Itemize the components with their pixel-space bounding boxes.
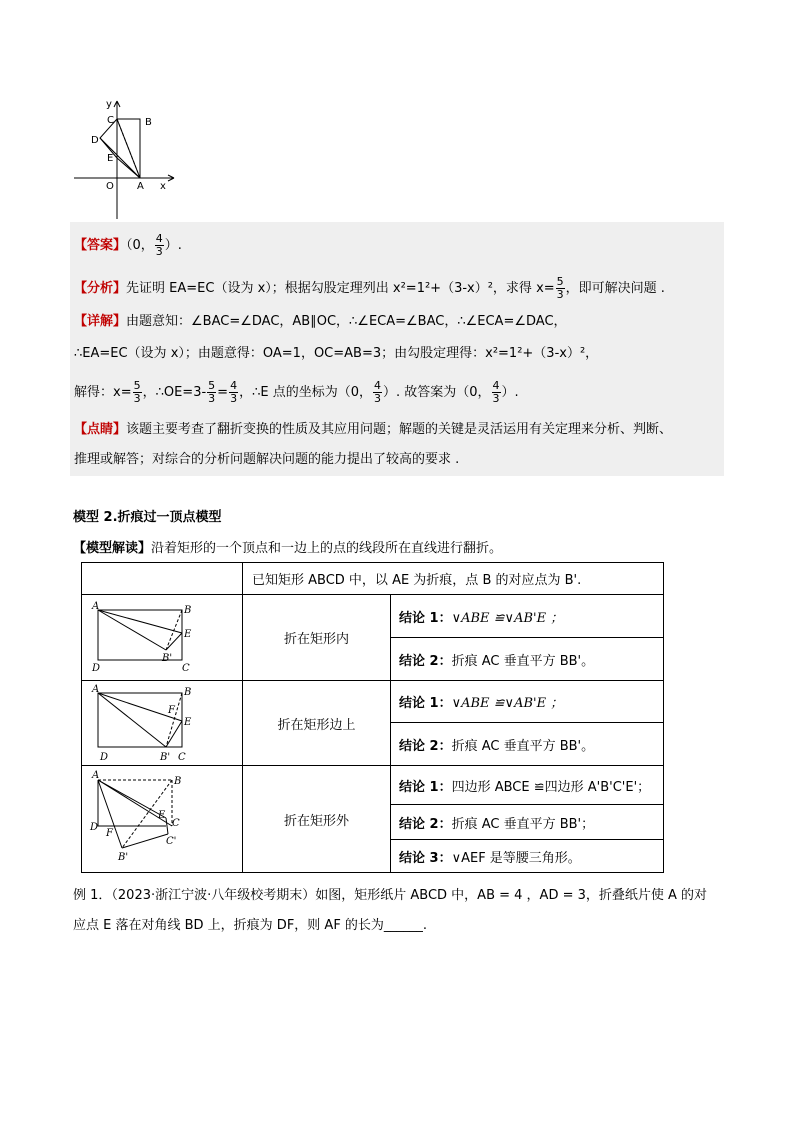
point-e-label: E <box>107 153 114 164</box>
row2-conclusion-1: 结论 1： ∨ABE ≌∨AB'E ； <box>399 696 564 711</box>
svg-text:A: A <box>92 601 100 612</box>
detail-line-3 <box>74 380 519 405</box>
row3-figure-cell <box>82 766 242 872</box>
svg-text:D: D <box>90 822 99 833</box>
svg-text:C: C <box>182 663 190 674</box>
analysis-line <box>74 276 665 301</box>
answer-pre: （0， <box>126 238 154 253</box>
fraction-3: $\frac{4}{3}$ <box>230 379 238 405</box>
row2-conclusion-2: 结论 2： 折痕 AC 垂直平方 BB'。 <box>399 738 595 754</box>
intro-text: 沿着矩形的一个顶点和一边上的点的线段所在直线进行翻折。 <box>151 541 503 556</box>
row3-conclusion-1: 结论 1： 四边形 ABCE ≌四边形 A'B'C'E'； <box>399 779 651 795</box>
svg-text:F: F <box>106 828 113 839</box>
detail-tag: 【详解】 <box>74 314 127 329</box>
analysis-tag: 【分析】 <box>74 281 127 296</box>
fraction-1: $\frac{5}{3}$ <box>133 379 141 405</box>
point-o-label: O <box>106 181 114 192</box>
answer-fraction: $\frac{4}{3}$ <box>155 232 163 258</box>
review-text-2: 推理或解答；对综合的分析问题解决问题的能力提出了较高的要求 . <box>74 452 460 467</box>
answer-line <box>74 233 182 258</box>
svg-text:B: B <box>174 776 182 787</box>
analysis-post: ，即可解决问题 . <box>565 281 665 296</box>
svg-text:B': B' <box>160 752 171 763</box>
review-tag: 【点睛】 <box>74 422 127 437</box>
fraction-5: $\frac{4}{3}$ <box>492 379 500 405</box>
intro-tag: 【模型解读】 <box>73 541 152 556</box>
svg-text:C': C' <box>166 836 177 847</box>
review-text-1: 该题主要考查了翻折变换的性质及其应用问题；解题的关键是灵活运用有关定理来分析、判断、 <box>126 422 673 437</box>
row1-case: 折在矩形内 <box>283 632 349 647</box>
detail-line-2 <box>74 345 598 363</box>
svg-text:F: F <box>168 705 175 716</box>
svg-text:B: B <box>184 605 192 616</box>
detail-text-1: 由题意知：∠BAC=∠DAC，AB∥OC，∴∠ECA=∠BAC，∴∠ECA=∠DAC， <box>126 314 567 329</box>
fraction-2: $\frac{5}{3}$ <box>208 379 216 405</box>
row3-conclusion-3: 结论 3： ∨AEF 是等腰三角形。 <box>399 850 581 866</box>
detail-text-3a: 解得：x= <box>74 385 132 400</box>
row1-figure-cell <box>82 595 242 680</box>
row3-case: 折在矩形外 <box>283 813 349 829</box>
svg-text:B: B <box>184 687 192 698</box>
detail-text-3b: ，∴OE=3- <box>142 385 207 400</box>
model-table <box>81 562 664 873</box>
svg-text:C: C <box>172 818 180 829</box>
table-header: 已知矩形 ABCD 中，以 AE 为折痕，点 B 的对应点为 B'. <box>252 573 582 588</box>
svg-text:B': B' <box>118 852 129 863</box>
point-b-label: B <box>145 117 152 128</box>
y-axis-label: y <box>106 99 112 110</box>
detail-text-3f: ）. <box>501 385 519 400</box>
section-title: 模型 2.折痕过一顶点模型 <box>73 510 222 525</box>
svg-text:D: D <box>92 663 101 674</box>
fold-inside-figure <box>82 595 242 680</box>
detail-text-2: ∴EA=EC（设为 x）；由题意得：OA=1，OC=AB=3；由勾股定理得：x²=1²+（3-x）²， <box>74 346 599 361</box>
point-a-label: A <box>137 181 144 192</box>
example-line-2: 应点 E 落在对角线 BD 上，折痕为 DF，则 AF 的长为______. <box>73 918 428 933</box>
review-line-2 <box>74 451 459 469</box>
point-c-label: C <box>107 115 114 126</box>
answer-post: ）. <box>164 238 182 253</box>
fold-on-edge-figure <box>82 681 242 765</box>
svg-text:A: A <box>92 684 100 695</box>
x-axis-label: x <box>160 181 166 192</box>
svg-text:C: C <box>178 752 186 763</box>
detail-line-1 <box>74 313 567 331</box>
example-line-1: 例 1．（2023·浙江宁波·八年级校考期末）如图，矩形纸片 ABCD 中，AB = 4 ，AD = 3，折叠纸片使 A 的对 <box>73 888 708 903</box>
svg-text:E: E <box>184 717 192 728</box>
row3-conclusion-2: 结论 2： 折痕 AC 垂直平方 BB'； <box>399 816 595 832</box>
svg-text:E: E <box>184 629 192 640</box>
row2-case: 折在矩形边上 <box>277 717 356 733</box>
fold-outside-figure <box>82 766 242 872</box>
model-intro <box>73 537 502 556</box>
detail-text-3c: = <box>217 385 229 400</box>
detail-text-3e: ）. 故答案为（0， <box>382 385 491 400</box>
row2-figure-cell <box>82 681 242 765</box>
answer-box <box>70 222 724 476</box>
svg-text:E: E <box>158 810 166 821</box>
analysis-fraction: $\frac{5}{3}$ <box>556 275 564 301</box>
answer-tag: 【答案】 <box>74 238 127 253</box>
detail-text-3d: ，∴E 点的坐标为（0， <box>239 385 372 400</box>
review-line-1 <box>74 421 672 439</box>
analysis-text: 先证明 EA=EC（设为 x）；根据勾股定理列出 x²=1²+（3-x）²，求得 x= <box>126 281 555 296</box>
svg-text:B': B' <box>162 653 173 664</box>
svg-text:A: A <box>92 770 100 781</box>
coordinate-figure <box>70 95 180 223</box>
svg-text:D: D <box>100 752 109 763</box>
row1-conclusion-2: 结论 2： 折痕 AC 垂直平方 BB'。 <box>399 653 595 669</box>
row1-conclusion-1: 结论 1： ∨ABE ≌∨AB'E ； <box>399 610 564 626</box>
point-d-label: D <box>91 135 99 146</box>
fraction-4: $\frac{4}{3}$ <box>373 379 381 405</box>
